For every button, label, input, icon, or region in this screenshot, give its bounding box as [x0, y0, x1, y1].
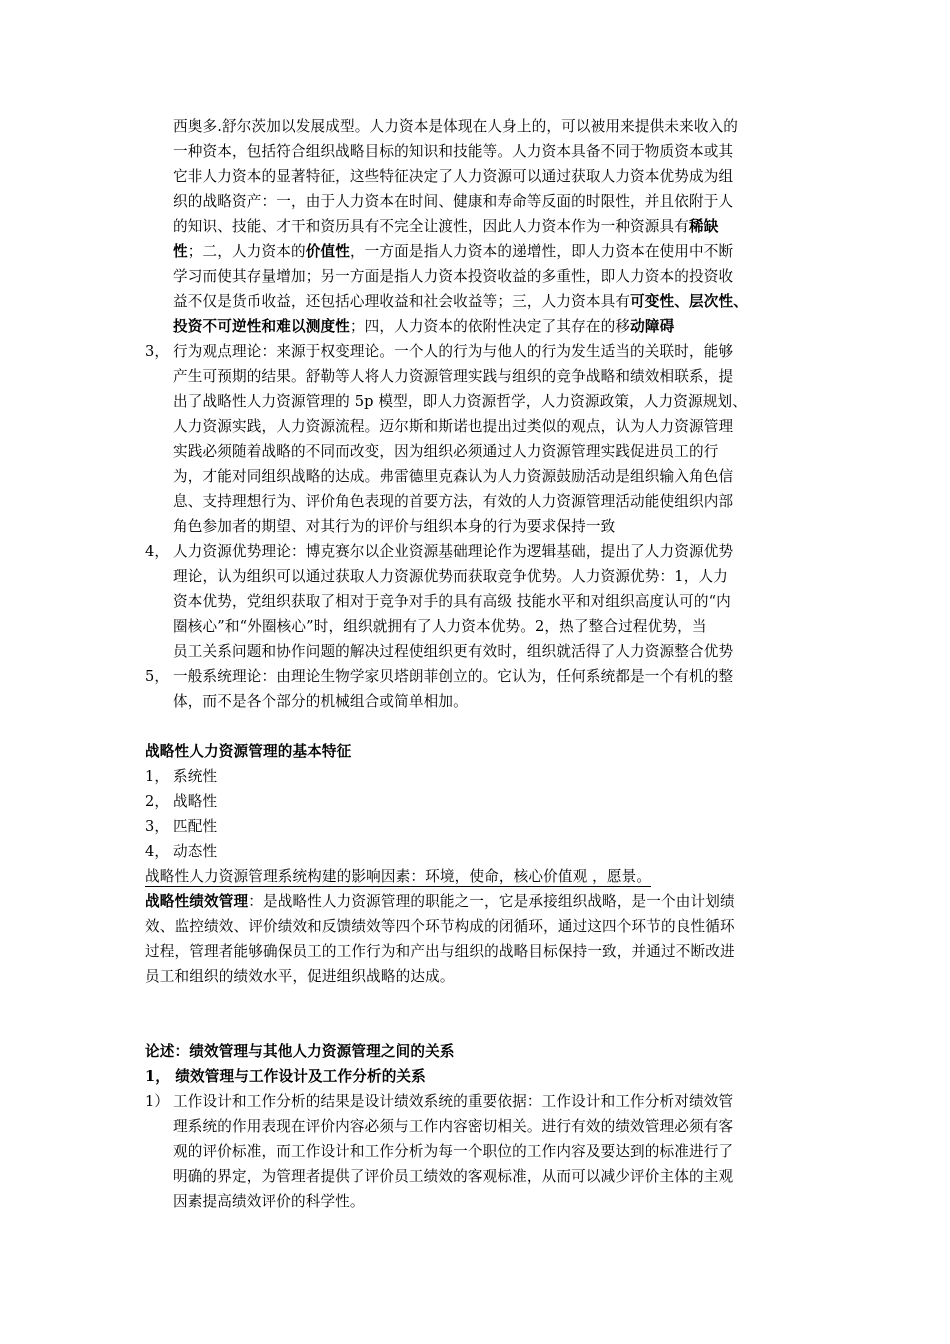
paragraph-line [173, 315, 674, 340]
list-item-line: 为，才能对同组织战略的达成。弗雷德里克森认为人力资源鼓励活动是组织输入角色信 [173, 468, 734, 485]
list-number: 4， [145, 543, 170, 560]
paragraph-line: 效、监控绩效、评价绩效和反馈绩效等四个环节构成的闭循环，通过这四个环节的良性循环 [145, 918, 735, 935]
text-run: 益不仅是货币收益，还包括心理收益和社会收益等；三，人力资本具有 [173, 293, 631, 310]
list-number: 3， [145, 343, 170, 360]
list-item-line: 产生可预期的结果。舒勒等人将人力资源管理实践与组织的竞争战略和绩效相联系，提 [173, 368, 734, 385]
list-item-line: 角色参加者的期望、对其行为的评价与组织本身的行为要求保持一致 [173, 518, 616, 535]
list-item-line: 行为观点理论：来源于权变理论。一个人的行为与他人的行为发生适当的关联时，能够 [173, 343, 734, 360]
list-item-line: 一般系统理论：由理论生物学家贝塔朗菲创立的。它认为，任何系统都是一个有机的整 [173, 668, 734, 685]
text-run: ，一方面是指人力资本的递增性，即人力资本在使用中不断 [349, 243, 734, 260]
list-number: 4， [145, 843, 170, 860]
list-item-line: 理论，认为组织可以通过获取人力资源优势而获取竞争优势。人力资源优势：1，人力 [173, 568, 728, 585]
list-number: 3， [145, 818, 170, 835]
list-item-line: 理系统的作用表现在评价内容必须与工作内容密切相关。进行有效的绩效管理必须有客 [173, 1118, 734, 1135]
text-run: ；四，人力资本的依附性决定了其存在的移 [349, 318, 631, 335]
paragraph-line: 学习而使其存量增加；另一方面是指人力资本投资收益的多重性，即人力资本的投资收 [173, 268, 734, 285]
list-number: 1， [145, 768, 170, 785]
list-item-line: 息、支持理想行为、评价角色表现的首要方法，有效的人力资源管理活动能使组织内部 [173, 493, 734, 510]
list-item-line: 员工关系问题和协作问题的解决过程使组织更有效时，组织就活得了人力资源整合优势 [173, 643, 734, 660]
bold-term: 投资不可逆性和难以测度性 [173, 318, 350, 335]
list-item: 战略性 [173, 793, 218, 810]
list-number: 1） [145, 1093, 170, 1110]
text-run: 的知识、技能、才干和资历具有不完全让渡性，因此人力资本作为一种资源具有 [173, 218, 690, 235]
essay-subheading: 1， 绩效管理与工作设计及工作分析的关系 [145, 1068, 426, 1085]
text-run: ：是战略性人力资源管理的职能之一，它是承接组织战略，是一个由计划绩 [248, 893, 735, 910]
factors-line [145, 865, 651, 890]
paragraph-line: 过程，管理者能够确保员工的工作行为和产出与组织的战略目标保持一致，并通过不断改进 [145, 943, 735, 960]
paragraph-line: 织的战略资产：一，由于人力资本在时间、健康和寿命等反面的时限性，并且依附于人 [173, 193, 734, 210]
paragraph-line: 员工和组织的绩效水平，促进组织战略的达成。 [145, 968, 455, 985]
list-item-line: 出了战略性人力资源管理的 5p 模型，即人力资源哲学，人力资源政策，人力资源规划、 [173, 393, 748, 410]
paragraph-line: 它非人力资本的显著特征，这些特征决定了人力资源可以通过获取人力资本优势成为组 [173, 168, 734, 185]
bold-term: 可变性、层次性、 [630, 293, 749, 310]
list-number: 5， [145, 668, 170, 685]
paragraph-line: 一种资本，包括符合组织战略目标的知识和技能等。人力资本具备不同于物质资本或其 [173, 143, 734, 160]
bold-term: 性 [173, 243, 188, 260]
list-item-line: 因素提高绩效评价的科学性。 [173, 1193, 365, 1210]
paragraph-line [173, 240, 733, 265]
list-number: 2， [145, 793, 170, 810]
list-item-line: 明确的界定，为管理者提供了评价员工绩效的客观标准，从而可以减少评价主体的主观 [173, 1168, 734, 1185]
bold-term: 战略性绩效管理 [145, 893, 249, 910]
paragraph-line [145, 890, 735, 915]
bold-term: 动障碍 [630, 318, 675, 335]
list-item-line: 实践必须随着战略的不同而改变，因为组织必须通过人力资源管理实践促进员工的行 [173, 443, 719, 460]
list-item: 匹配性 [173, 818, 218, 835]
text-run: ；二，人力资本的 [187, 243, 306, 260]
bold-term: 价值性 [305, 243, 350, 260]
list-item-line: 体，而不是各个部分的机械组合或简单相加。 [173, 693, 468, 710]
list-item: 动态性 [173, 843, 218, 860]
list-item-line: 资本优势，党组织获取了相对于竞争对手的具有高级 技能水平和对组织高度认可的“内 [173, 593, 731, 610]
bold-term: 稀缺 [689, 218, 719, 235]
section-heading: 战略性人力资源管理的基本特征 [145, 743, 352, 760]
paragraph-line [173, 290, 748, 315]
list-item-line: 圈核心”和“外圈核心”时，组织就拥有了人力资本优势。2，热了整合过程优势，当 [173, 618, 707, 635]
list-item-line: 工作设计和工作分析的结果是设计绩效系统的重要依据：工作设计和工作分析对绩效管 [173, 1093, 734, 1110]
list-item-line: 观的评价标准，而工作设计和工作分析为每一个职位的工作内容及要达到的标准进行了 [173, 1143, 734, 1160]
paragraph-line [173, 215, 719, 240]
underlined-text: 战略性人力资源管理系统构建的影响因素：环境，使命，核心价值观 ，愿景。 [145, 868, 652, 885]
list-item: 系统性 [173, 768, 218, 785]
list-item-line: 人力资源优势理论：博克赛尔以企业资源基础理论作为逻辑基础，提出了人力资源优势 [173, 543, 734, 560]
paragraph-line: 西奥多.舒尔茨加以发展成型。人力资本是体现在人身上的，可以被用来提供未来收入的 [173, 118, 739, 135]
list-item-line: 人力资源实践，人力资源流程。迈尔斯和斯诺也提出过类似的观点，认为人力资源管理 [173, 418, 734, 435]
essay-heading: 论述：绩效管理与其他人力资源管理之间的关系 [145, 1043, 455, 1060]
